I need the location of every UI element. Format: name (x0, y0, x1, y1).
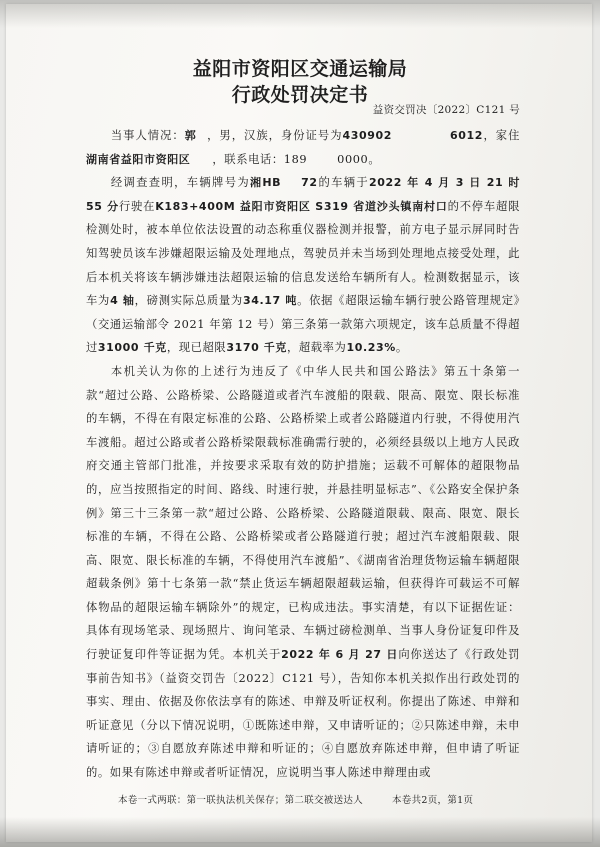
party-paragraph (86, 124, 520, 171)
id-number-start: 430902 (342, 129, 393, 142)
weight-limit: 31000 千克 (97, 341, 167, 355)
footer-page-number: 本卷共2页，第1页 (392, 795, 474, 806)
incident-location: K183+400M 益阳市资阳区 S319 省道沙头镇南村口 (155, 199, 448, 213)
party-gender: ，男，汉族，身份证号为 (206, 129, 343, 142)
facts-text-5: ，磅测实际总质量为 (134, 294, 243, 308)
party-label: 当事人情况： (110, 129, 185, 142)
plate-suffix: 72 (301, 176, 318, 190)
footer-copies-note: 本卷一式两联：第一联执法机关保存；第二联交被送达人 (118, 795, 364, 806)
facts-text-2: 的车辆于 (317, 176, 370, 190)
scan-shadow-top (0, 0, 600, 28)
facts-text-7: ，现已超限 (166, 341, 227, 355)
measured-weight: 34.17 吨 (242, 294, 298, 308)
facts-text-8: ，超载率为 (286, 341, 347, 355)
plate-prefix: 湘HB (250, 176, 282, 190)
facts-text-4: 的不停车超限检测处时，被本单位依法设置的动态称重仪器检测并报警，前方电子显示屏同时告知驾驶员该车涉嫌超限运输及处理地点，驾驶员并未当场到处理地点接受处理，此后本机关将该车辆涉嫌违法超限运输的信息发送给车辆所有人。检测数据显示，该车为 (86, 199, 520, 308)
facts-text-3: 行驶在 (118, 199, 156, 213)
address-part-a: 湖南 (86, 152, 110, 166)
ruling-text-2: 向你送达了《行政处罚事前告知书》（益资交罚告〔2022〕C121 号），告知你本机关拟作出行政处罚的事实、理由、依据及你依法享有的陈述、申辩及听证权利。你提出了陈述、申辩和听证意见（分以下情况说明，①既陈述申辩，又申请听证的；②只陈述申辩，未申请听证的；③自愿放弃陈述申辩和听证的；④自愿放弃陈述申辩，但申请了听证的。如果有陈述申辩或者听证情况，应说明当事人陈述申辩理由或 (86, 648, 520, 780)
document-number: 益资交罚决〔2022〕C121 号 (372, 104, 520, 116)
agency-title: 益阳市资阳区交通运输局 (192, 58, 408, 80)
facts-text-1: 经调查查明，车辆牌号为 (110, 176, 251, 190)
phone-label: ，联系电话： (212, 152, 284, 166)
party-name: 郭 (184, 129, 197, 142)
overload-rate: 10.23% (346, 341, 396, 355)
party-end: 。 (368, 152, 381, 166)
document-body (86, 124, 520, 785)
scan-shadow-bottom (0, 817, 600, 847)
notice-date: 2022 年 6 月 27 日 (281, 648, 399, 662)
incident-time: 2022 年 4 月 3 日 21 时 55 分 (86, 176, 521, 213)
phone-end: 0000 (337, 152, 369, 166)
axle-count: 4 轴 (110, 294, 135, 308)
home-label: ，家住 (483, 129, 520, 142)
address-part-b: 省益阳市资阳区 (109, 152, 191, 166)
facts-text-9: 。 (395, 341, 408, 355)
facts-text-6: 。依据《超限运输车辆行驶公路管理规定》（交通运输部令 2021 年第 12 号）第三条第一款第六项规定，该车总质量不得超过 (86, 294, 520, 355)
facts-paragraph (86, 171, 520, 360)
phone-start: 189 (283, 152, 308, 166)
ruling-text-1: 本机关认为你的上述行为违反了《中华人民共和国公路法》第五十条第一款“超过公路、公路桥梁、公路隧道或者汽车渡船的限载、限高、限宽、限长标准的车辆，不得在有限定标准的公路、公路桥梁上或者公路隧道内行驶，不得使用汽车渡船。超过公路或者公路桥梁限载标准确需行驶的，必须经县级以上地方人民政府交通主管部门批准，并按要求采取有效的防护措施；运载不可解体的超限物品的，应当按照指定的时间、路线、时速行驶，并悬挂明显标志”、《公路安全保护条例》第三十三条第一款“超过公路、公路桥梁、公路隧道限载、限高、限宽、限长标准的车辆，不得在公路、公路桥梁或者公路隧道行驶；超过汽车渡船限载、限高、限宽、限长标准的车辆，不得使用汽车渡船”、《湖南省治理货物运输车辆超限超载条例》第十七条第一款“禁止货运车辆超限超载运输，但获得许可载运不可解体物品的超限运输车辆除外”的规定，已构成违法。事实清楚，有以下证据佐证：具体有现场笔录、现场照片、询问笔录、车辆过磅检测单、当事人身份证复印件及行驶证复印件等证据为凭。本机关于 (86, 364, 520, 662)
id-number-end: 6012 (450, 129, 484, 142)
ruling-paragraph (86, 360, 520, 785)
document-title: 行政处罚决定书 (231, 84, 369, 106)
overweight-amount: 3170 千克 (226, 341, 287, 355)
